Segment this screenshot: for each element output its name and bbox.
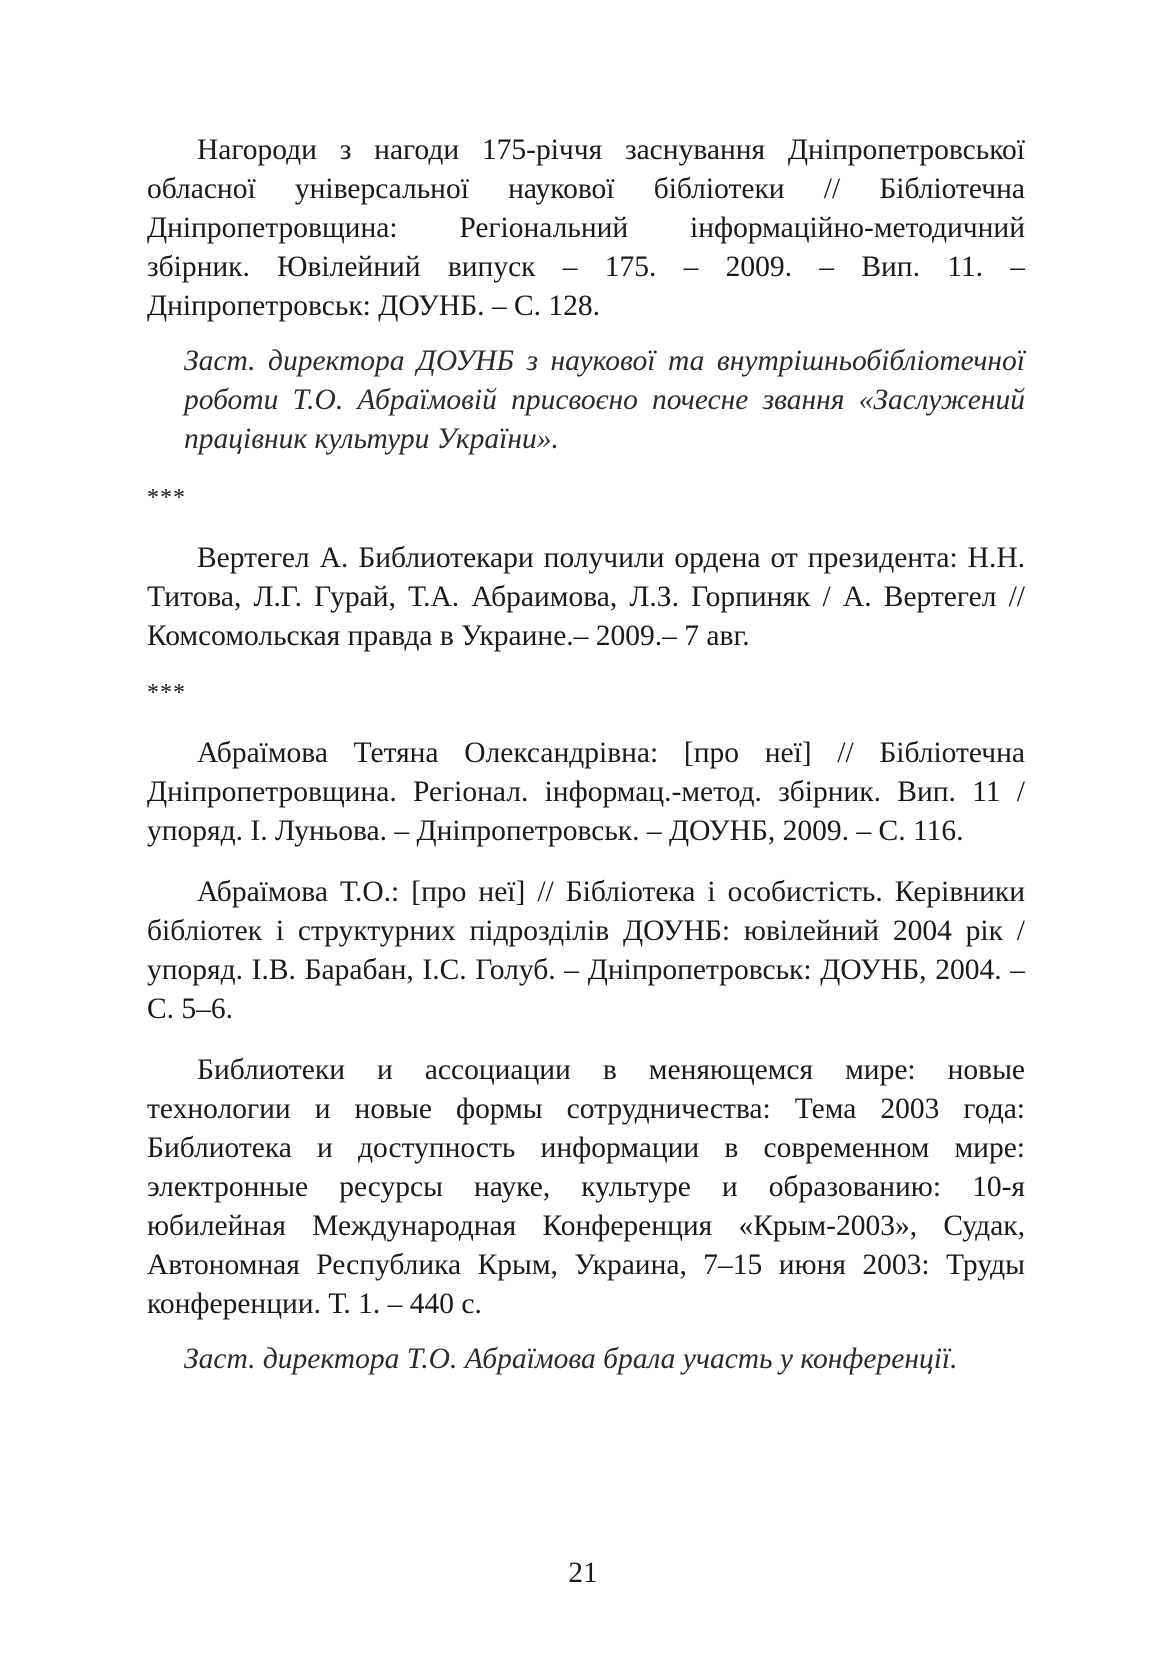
bibliography-entry: Нагороди з нагоди 175-річчя заснування Дніпропетровської обласної універсальної наукової бібліотеки // Бібліотечна Дніпропетровщина: Регіональний інформаційно-методичний збірник. Ювілейний випуск – 175. – 2009. – Вип. 11. – Дніпропетровськ: ДОУНБ. – С. 128.	[147, 134, 1025, 322]
bibliography-entry: Абраїмова Т.О.: [про неї] // Бібліотека і особистість. Керівники бібліотек і структурних підрозділів ДОУНБ: ювілейний 2004 рік / упоряд. І.В. Барабан, І.С. Голуб. – Дніпропетровськ: ДОУНБ, 2004. – С. 5–6.	[147, 876, 1025, 1025]
section-separator: ***	[147, 485, 186, 511]
bibliography-entry: Абраїмова Тетяна Олександрівна: [про неї] // Бібліотечна Дніпропетровщина. Регіонал. інформац.-метод. збірник. Вип. 11 / упоряд. І. Луньова. – Дніпропетровськ. – ДОУНБ, 2009. – С. 116.	[147, 737, 1025, 847]
page-body	[147, 131, 1025, 1403]
bibliography-entry: Библиотеки и ассоциации в меняющемся мире: новые технологии и новые формы сотрудничества: Тема 2003 года: Библиотека и доступность информации в современном мире: электронные ресурсы науке, культуре и образованию: 10-я юбилейная Международная Конференция «Крым-2003», Судак, Автономная Республика Крым, Украина, 7–15 июня 2003: Труды конференции. Т. 1. – 440 с.	[147, 1054, 1025, 1320]
bibliography-entry: Вертегел А. Библиотекари получили ордена от президента: Н.Н. Титова, Л.Г. Гурай, Т.А. Абраимова, Л.З. Горпиняк / А. Вертегел // Комсомольская правда в Украине.– 2009.– 7 авг.	[147, 542, 1025, 652]
annotation-note: Заст. директора Т.О. Абраїмова брала участь у конференції.	[184, 1343, 958, 1375]
section-separator: ***	[147, 680, 186, 706]
page-number: 21	[568, 1557, 598, 1589]
annotation-note: Заст. директора ДОУНБ з наукової та внутрішньобібліотечної роботи Т.О. Абраїмовій присвоєно почесне звання «Заслужений працівник культури України».	[184, 345, 1025, 455]
